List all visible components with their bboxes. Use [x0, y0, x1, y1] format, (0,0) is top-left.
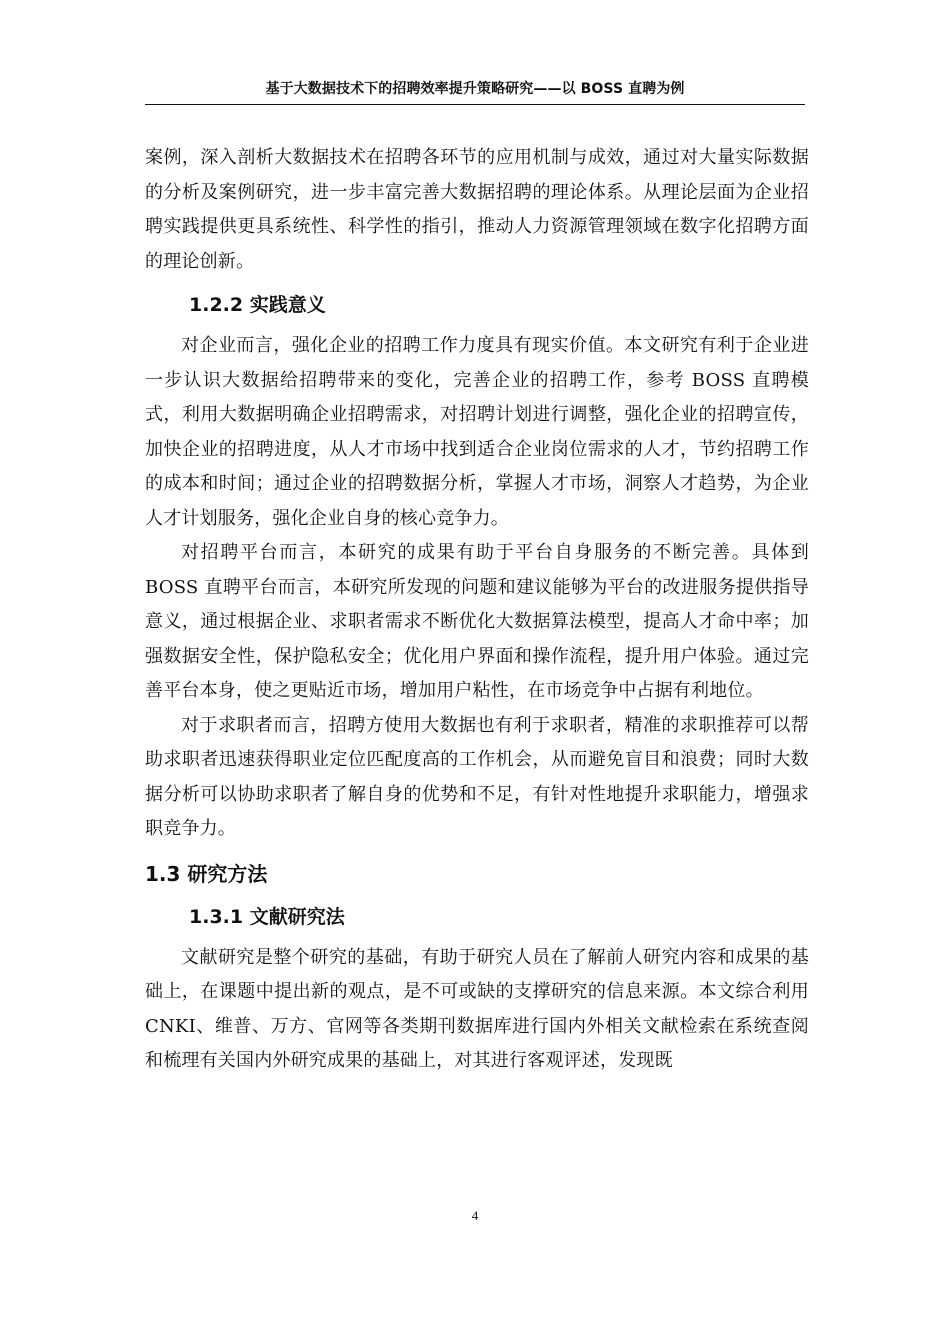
- paragraph-literature: 文献研究是整个研究的基础，有助于研究人员在了解前人研究内容和成果的基础上，在课题中提出新的观点，是不可或缺的支撑研究的信息来源。本文综合利用 CNKI、维普、万方、官网等各类期刊数据库进行国内外相关文献检索在系统查阅和梳理有关国内外研究成果的基础上，对其进行客观评述，发现既: [145, 946, 809, 1071]
- header-rule: [145, 104, 805, 105]
- heading-1-3-1: 1.3.1 文献研究法: [189, 905, 345, 928]
- heading-1-2-2: 1.2.2 实践意义: [189, 294, 326, 316]
- paragraph-platform: 对招聘平台而言，本研究的成果有助于平台自身服务的不断完善。具体到 BOSS 直聘平台而言，本研究所发现的问题和建议能够为平台的改进服务提供指导意义，通过根据企业、求职者需求不断优化大数据算法模型，提高人才命中率；加强数据安全性，保护隐私安全；优化用户界面和操作流程，提升用户体验。通过完善平台本身，使之更贴近市场，增加用户粘性，在市场竞争中占据有利地位。: [145, 542, 809, 701]
- heading-1-3: 1.3 研究方法: [145, 861, 268, 886]
- paragraph-enterprise: 对企业而言，强化企业的招聘工作力度具有现实价值。本文研究有利于企业进一步认识大数据给招聘带来的变化，完善企业的招聘工作，参考 BOSS 直聘模式，利用大数据明确企业招聘需求，对招聘计划进行调整，强化企业的招聘宣传，加快企业的招聘进度，从人才市场中找到适合企业岗位需求的人才，节约招聘工作的成本和时间；通过企业的招聘数据分析，掌握人才市场，洞察人才趋势，为企业人才计划服务，强化企业自身的核心竞争力。: [145, 335, 809, 529]
- body-text: [145, 141, 809, 1079]
- paragraph-jobseeker: 对于求职者而言，招聘方使用大数据也有利于求职者，精准的求职推荐可以帮助求职者迅速获得职业定位匹配度高的工作机会，从而避免盲目和浪费；同时大数据分析可以协助求职者了解自身的优势和不足，有针对性地提升求职能力，增强求职竞争力。: [145, 714, 809, 839]
- paragraph-intro: 案例，深入剖析大数据技术在招聘各环节的应用机制与成效，通过对大量实际数据的分析及案例研究，进一步丰富完善大数据招聘的理论体系。从理论层面为企业招聘实践提供更具系统性、科学性的指引，推动人力资源管理领域在数字化招聘方面的理论创新。: [145, 147, 809, 272]
- page-number: 4: [471, 1208, 479, 1223]
- running-header: 基于大数据技术下的招聘效率提升策略研究——以 BOSS 直聘为例: [265, 81, 685, 97]
